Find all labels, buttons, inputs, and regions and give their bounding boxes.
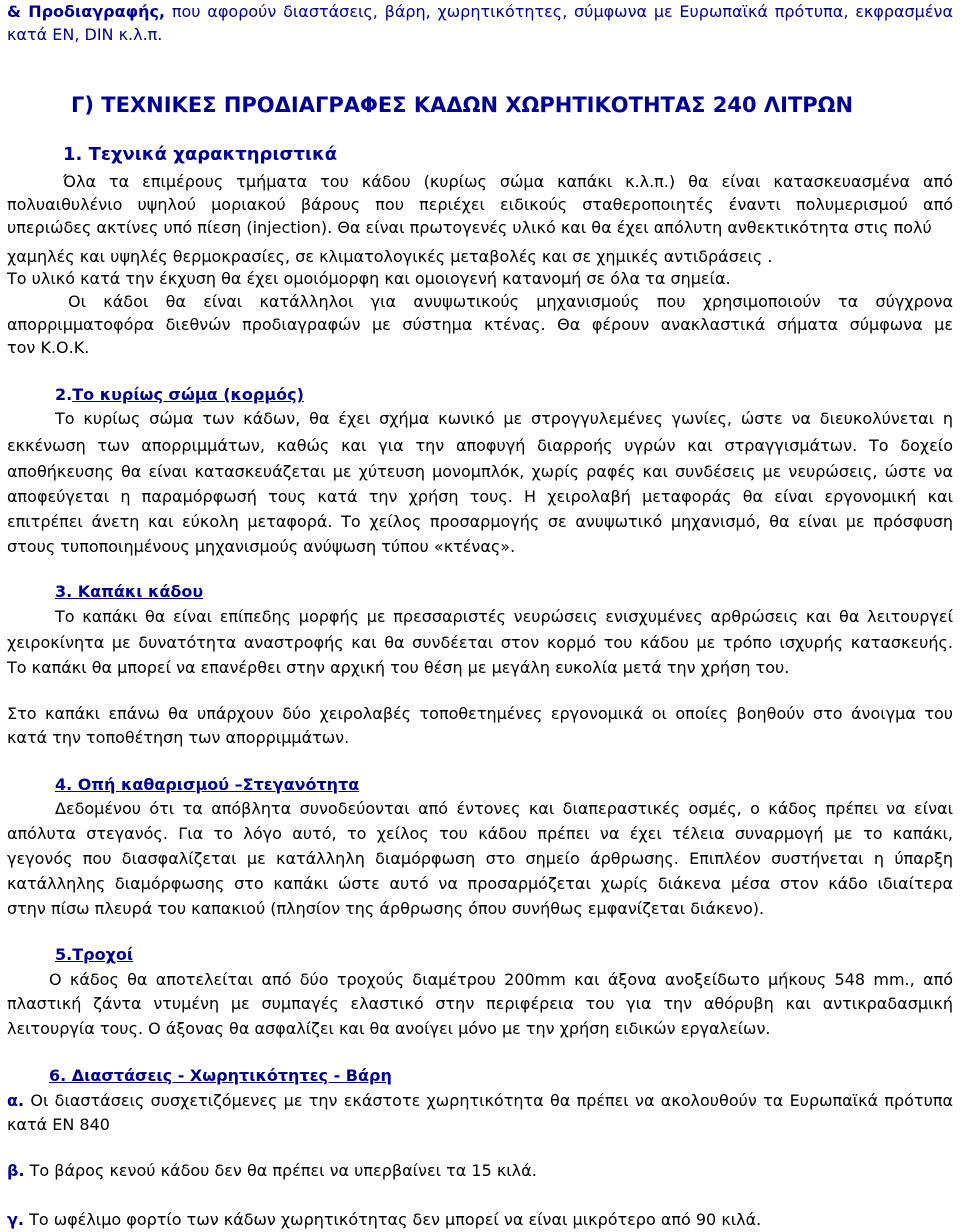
section1-line-3: υπεριώδες ακτίνες υπό πίεση (injection). Θα είναι πρωτογενές υλικό και θα έχει απόλυτη ανθεκτικότητα στις πολύ xyxy=(7,218,932,237)
section6-c-text: Το ωφέλιμο φορτίο των κάδων χωρητικότητας δεν μπορεί να είναι μικρότερο από 90 κιλά. xyxy=(23,1210,762,1229)
section2-line-6: στους τυποποιημένους μηχανισμούς ανύψωση τύπου «κτένας». xyxy=(7,537,516,556)
section6-title: 6. Διαστάσεις - Χωρητικότητες - Βάρη xyxy=(49,1066,392,1085)
section2-line-1: Το κυρίως σώμα των κάδων, θα έχει σχήμα κωνικό με στρογγυλεμένες γωνίες, ώστε να διευκολύνεται η xyxy=(55,409,953,428)
section5-title: 5.Τροχοί xyxy=(55,945,134,964)
section3-line-4: Στο καπάκι επάνω θα υπάρχουν δύο χειρολαβές τοποθετημένες εργονομικά οι οποίες βοηθούν στο άνοιγμα του xyxy=(7,704,953,723)
section1-line-5: Το υλικό κατά την έκχυση θα έχει ομοιόμορφη και ομοιογενή κατανομή σε όλα τα σημεία. xyxy=(7,269,731,288)
section3-line-5: κατά την τοποθέτηση των απορριμμάτων. xyxy=(7,728,350,747)
main-heading: Γ) ΤΕΧΝΙΚΕΣ ΠΡΟΔΙΑΓΡΑΦΕΣ ΚΑΔΩΝ ΧΩΡΗΤΙΚΟΤΗΤΑΣ 240 ΛΙΤΡΩΝ xyxy=(71,93,854,117)
section6-a-line-2: κατά EN 840 xyxy=(7,1115,110,1134)
section6-a-line-1 xyxy=(7,1089,953,1112)
section1-line-8: τον Κ.Ο.Κ. xyxy=(7,338,90,357)
section3-line-1: Το καπάκι θα είναι επίπεδης μορφής με πρεσσαριστές νευρώσεις ενισχυμένες αρθρώσεις και θα λειτουργεί xyxy=(55,607,953,626)
section1-line-1: Όλα τα επιμέρους τμήματα του κάδου (κυρίως σώμα καπάκι κ.λ.π.) θα είναι κατασκευασμένα από xyxy=(63,172,953,191)
section5-line-2: πλαστική ζάντα ντυμένη με συμπαγές ελαστικό στην περιφέρεια του για την αθόρυβη και αντικραδασμική xyxy=(7,994,953,1013)
section1-line-7: απορριμματοφόρα διεθνών προδιαγραφών με σύστημα κτένας. Θα φέρουν ανακλαστικά σήματα σύμφωνα με xyxy=(7,315,953,334)
section1-title: 1. Τεχνικά χαρακτηριστικά xyxy=(63,144,338,165)
section3-line-3: Το καπάκι θα μπορεί να επανέρθει στην αρχική του θέση με μεγάλη ευκολία μετά την χρήση του. xyxy=(7,658,790,677)
section4-line-5: στην πίσω πλευρά του καπακιού (πλησίον της άρθρωσης όπου συνήθως εμφανίζεται διάκενο). xyxy=(7,899,765,918)
section1-line-6: Οι κάδοι θα είναι κατάλληλοι για ανυψωτικούς μηχανισμούς που χρησιμοποιούν τα σύγχρονα xyxy=(68,292,953,311)
section6-b-text: Το βάρος κενού κάδου δεν θα πρέπει να υπερβαίνει τα 15 κιλά. xyxy=(24,1161,537,1180)
section4-line-2: απόλυτα στεγανός. Για το λόγο αυτό, το χείλος του κάδου πρέπει να έχει τέλεια συναρμογή με το καπάκι, xyxy=(7,824,953,843)
section5-line-3: λειτουργία τους. Ο άξονας θα ασφαλίζει και θα ανοίγει μόνο με την χρήση ειδικών εργαλείων. xyxy=(7,1019,771,1038)
section2-line-2: εκκένωση των απορριμμάτων, καθώς και για την αποφυγή διαρροής υγρών και στραγγισμάτων. Το δοχείο xyxy=(7,436,953,455)
intro-rest-1: που αφορούν διαστάσεις, βάρη, χωρητικότητες, σύμφωνα με Ευρωπαϊκά πρότυπα, εκφρασμένα xyxy=(165,2,953,21)
intro-lead: & Προδιαγραφής, xyxy=(7,2,166,21)
section6-b-line xyxy=(7,1159,953,1182)
section2-line-3: αποθήκευσης θα είναι κατασκευάζεται με χύτευση μονομπλόκ, χωρίς ραφές και συνδέσεις με νευρώσεις, ώστε να xyxy=(7,462,953,481)
section2-title-text: Το κυρίως σώμα (κορμός) xyxy=(72,385,304,404)
section3-title: 3. Καπάκι κάδου xyxy=(55,582,204,601)
section3-line-2: χειροκίνητα με δυνατότητα αναστροφής και θα συνδέεται στον κορμό του κάδου με τρόπο ισχυρής κατασκευής. xyxy=(7,633,953,652)
section2-num: 2. xyxy=(55,385,73,404)
section4-title xyxy=(55,773,960,796)
section2-line-5: επιτρέπει άνετη και εύκολη μεταφορά. Το χείλος προσαρμογής σε ανυψωτικό μηχανισμό, θα είναι με πρόσφυση xyxy=(7,512,953,531)
section4-title-a: 4. Οπή καθαρισμού xyxy=(55,775,230,794)
section6-b-label: β. xyxy=(7,1161,25,1180)
section6-a-label: α. xyxy=(7,1091,25,1110)
intro-line-1 xyxy=(7,0,953,23)
section4-line-1: Δεδομένου ότι τα απόβλητα συνοδεύονται από έντονες και διαπεραστικές οσμές, ο κάδος πρέπει να είναι xyxy=(55,799,953,818)
intro-line-2: κατά EN, DIN κ.λ.π. xyxy=(7,25,163,44)
section4-title-b: –Στεγανότητα xyxy=(229,775,360,794)
section6-c-label: γ. xyxy=(7,1210,24,1229)
section1-line-2: πολυαιθυλένιο υψηλού μοριακού βάρους που περιέχει ειδικούς σταθεροποιητές έναντι πολυμερισμού από xyxy=(7,195,953,214)
section4-line-3: γεγονός που διασφαλίζεται με κατάλληλη διαμόρφωση στο σημείο άρθρωσης. Επιπλέον συστήνεται η ύπαρξη xyxy=(7,849,953,868)
section2-title xyxy=(55,383,960,406)
section6-a-text: Οι διαστάσεις συσχετιζόμενες με την εκάστοτε χωρητικότητα θα πρέπει να ακολουθούν τα Ευρωπαϊκά πρότυπα xyxy=(24,1091,953,1110)
section1-line-4: χαμηλές και υψηλές θερμοκρασίες, σε κλιματολογικές μεταβολές και σε χημικές αντιδράσεις . xyxy=(7,247,773,266)
section5-line-1: Ο κάδος θα αποτελείται από δύο τροχούς διαμέτρου 200mm και άξονα ανοξείδωτο μήκους 548 mm., από xyxy=(49,970,953,989)
section2-line-4: αποφεύγεται η παραμόρφωσή τους κατά την χρήση τους. Η χειρολαβή μεταφοράς θα είναι εργονομική και xyxy=(7,487,953,506)
section6-c-line xyxy=(7,1208,953,1231)
section4-line-4: κατάλληλης διαμόρφωσης στο καπάκι ώστε αυτό να προσαρμόζεται χωρίς διάκενα μέσα στον κάδο ιδιαίτερα xyxy=(7,874,953,893)
